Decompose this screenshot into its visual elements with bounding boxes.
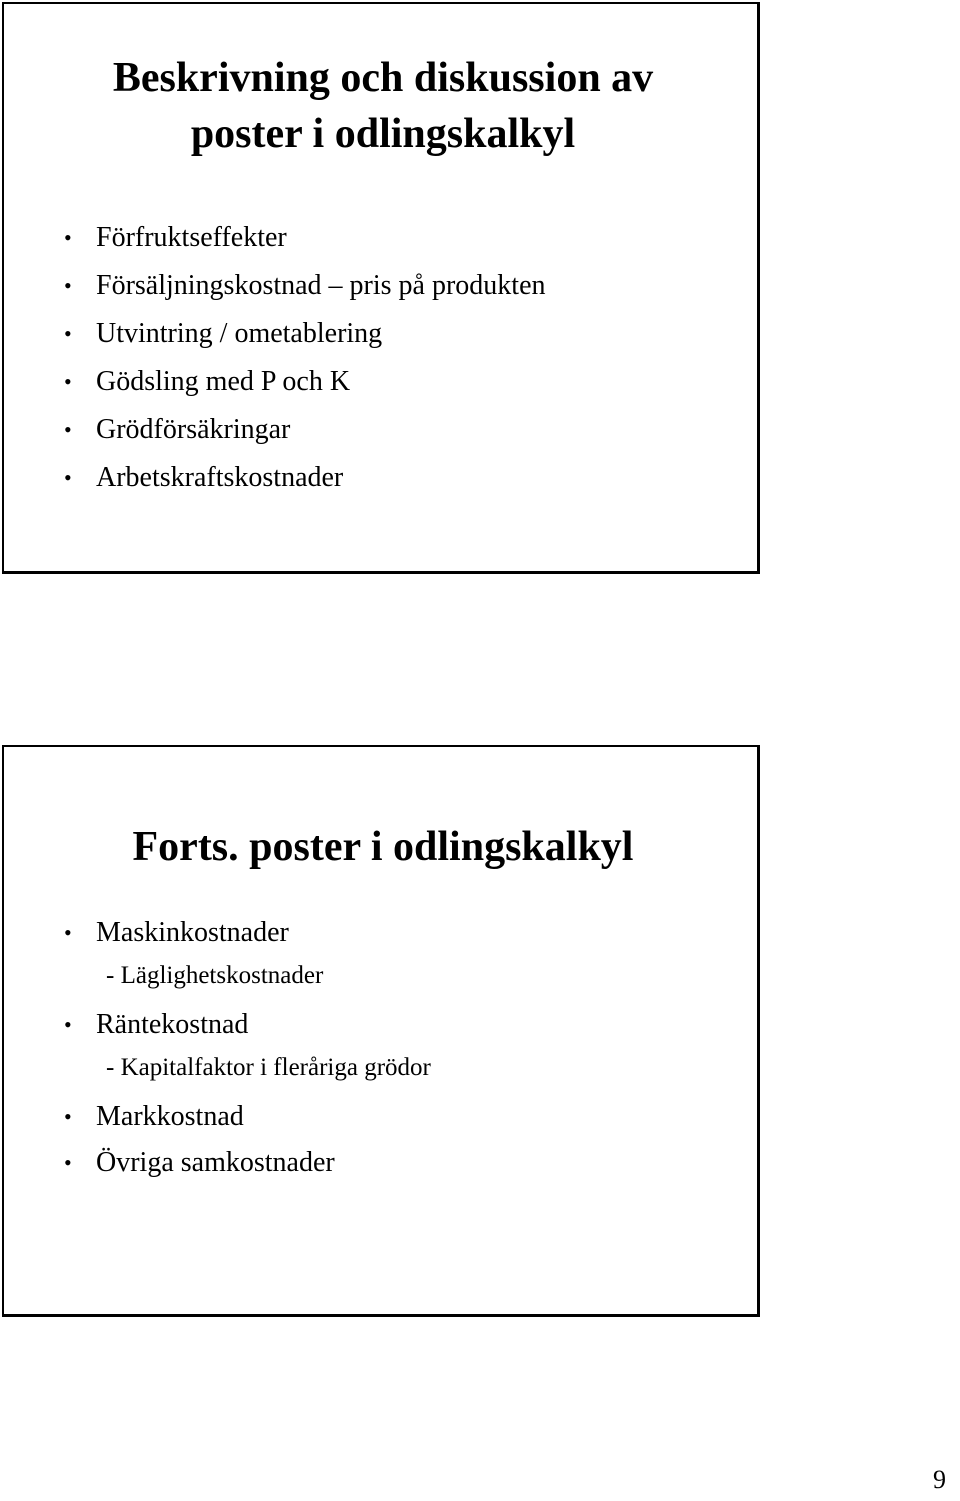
sub-item: - Läglighetskostnader: [106, 962, 324, 989]
bullet-item: [64, 364, 546, 412]
bullet-dot-icon: •: [64, 225, 72, 250]
bullet-dot-icon: •: [64, 1012, 72, 1037]
slide-2: [2, 745, 760, 1317]
bullet-text: Försäljningskostnad – pris på produkten: [96, 270, 546, 301]
bullet-text: Utvintring / ometablering: [96, 318, 383, 349]
bullet-text: Förfruktseffekter: [96, 222, 287, 253]
bullet-dot-icon: •: [64, 417, 72, 442]
bullet-text: Arbetskraftskostnader: [96, 462, 344, 493]
bullet-dot-icon: •: [64, 369, 72, 394]
bullet-list: [64, 220, 546, 508]
bullet-item: [64, 316, 546, 364]
bullet-item: [64, 268, 546, 316]
bullet-item: [64, 1007, 431, 1053]
bullet-dot-icon: •: [64, 1104, 72, 1129]
slide-title: [4, 50, 762, 162]
sub-item: - Kapitalfaktor i fleråriga grödor: [106, 1054, 431, 1081]
slide-title-line-2: poster i odlingskalkyl: [190, 111, 576, 157]
slide-title-line-1: Beskrivning och diskussion av: [112, 55, 654, 101]
slide-title: Forts. poster i odlingskalkyl: [132, 824, 634, 870]
bullet-item: [64, 460, 546, 508]
bullet-item: [64, 1145, 431, 1191]
page-number: 9: [933, 1465, 946, 1494]
bullet-text: Övriga samkostnader: [96, 1147, 335, 1178]
bullet-text: Maskinkostnader: [96, 917, 289, 948]
bullet-text: Gödsling med P och K: [96, 366, 351, 397]
bullet-item: [64, 412, 546, 460]
bullet-dot-icon: •: [64, 1150, 72, 1175]
bullet-text: Markkostnad: [96, 1101, 244, 1132]
bullet-item: [64, 915, 431, 961]
bullet-dot-icon: •: [64, 920, 72, 945]
bullet-dot-icon: •: [64, 321, 72, 346]
bullet-item: [64, 1099, 431, 1145]
bullet-list: [64, 915, 431, 1191]
bullet-text: Räntekostnad: [96, 1009, 249, 1040]
bullet-text: Grödförsäkringar: [96, 414, 291, 445]
bullet-dot-icon: •: [64, 465, 72, 490]
slide-1: [2, 2, 760, 574]
bullet-dot-icon: •: [64, 273, 72, 298]
bullet-item: [64, 220, 546, 268]
